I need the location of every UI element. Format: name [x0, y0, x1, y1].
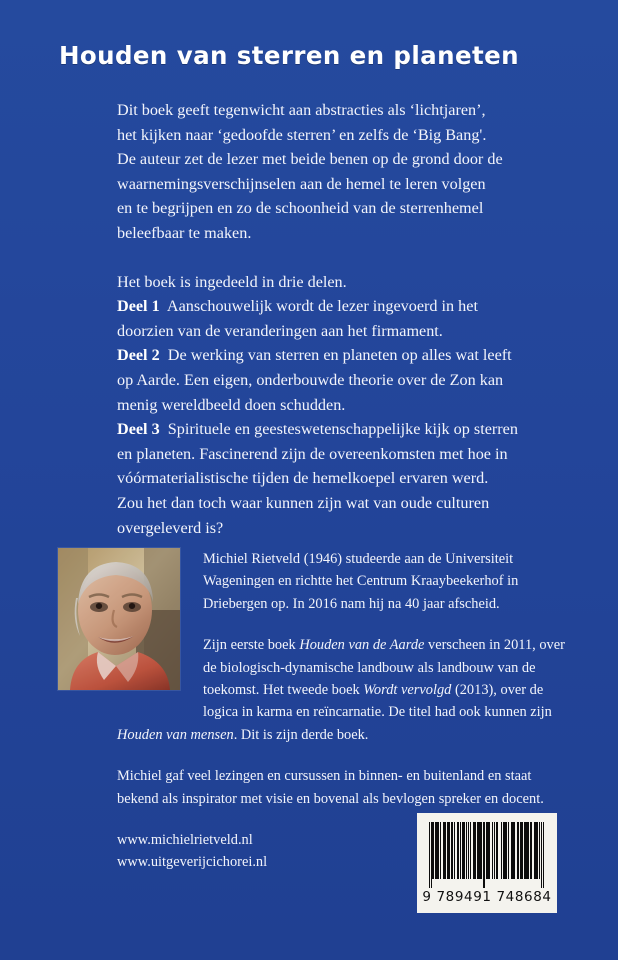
publisher-website-link[interactable]: www.uitgeverijcichorei.nl — [117, 854, 268, 871]
part-1-label: Deel 1 — [117, 297, 160, 316]
part-2-line: menig wereldbeeld doen schudden. — [117, 395, 346, 414]
paragraph-spacer — [117, 246, 569, 270]
part-3-line: Zou het dan toch waar kunnen zijn wat van oude culturen — [117, 493, 490, 512]
part-3-line: en planeten. Fascinerend zijn de overeenkomsten met hoe in — [117, 444, 508, 463]
part-3-line: overgeleverd is? — [117, 518, 224, 537]
part-1-line: doorzien van de veranderingen aan het firmament. — [117, 321, 443, 340]
blurb-text — [117, 98, 569, 540]
author-bio — [117, 548, 569, 810]
blurb-line: waarnemingsverschijnselen aan de hemel te leren volgen — [117, 174, 486, 193]
page-title: Houden van sterren en planeten — [59, 41, 519, 70]
barcode-digits: 9 789491 748684 — [422, 889, 552, 905]
author-website-link[interactable]: www.michielrietveld.nl — [117, 832, 253, 848]
book-title-1: Houden van de Aarde — [299, 637, 425, 654]
book-title-2: Wordt vervolgd — [363, 682, 452, 699]
bio-paragraph-2-tail — [117, 727, 368, 743]
part-2-line: op Aarde. Een eigen, onderbouwde theorie over de Zon kan — [117, 370, 504, 389]
part-2-label: Deel 2 — [117, 346, 160, 365]
barcode-bar — [543, 822, 544, 888]
bio-paragraph-2-indent — [203, 634, 569, 724]
blurb-line: Dit boek geeft tegenwicht aan abstracties als ‘lichtjaren’, — [117, 101, 486, 119]
part-2-line: De werking van sterren en planeten op alles wat leeft — [167, 346, 512, 365]
website-links — [117, 829, 267, 874]
part-3-line: vóórmaterialistische tijden de hemelkoepel ervaren werd. — [117, 469, 489, 488]
bio-text: . Dit is zijn derde boek. — [233, 726, 369, 743]
book-title-3: Houden van mensen — [117, 726, 234, 743]
blurb-line: en te begrijpen en zo de schoonheid van de sterrenhemel — [117, 199, 484, 218]
blurb-paragraph-1 — [117, 98, 569, 246]
bio-text: (2013), over de logica in karma en reïncarnatie. De titel had ook kunnen zijn — [203, 682, 552, 721]
blurb-line: beleefbaar te maken. — [117, 223, 252, 242]
barcode-bars — [429, 822, 545, 888]
bio-paragraph-2 — [117, 634, 569, 746]
part-1-line: Aanschouwelijk wordt de lezer ingevoerd in het — [166, 297, 478, 316]
blurb-line: het kijken naar ‘gedoofde sterren’ en zelfs de ‘Big Bang'. — [117, 125, 487, 144]
part-3-label: Deel 3 — [117, 420, 160, 439]
bio-spacer — [117, 615, 569, 634]
bio-paragraph-3: Michiel gaf veel lezingen en cursussen in binnen- en buitenland en staat bekend als inspirator met visie en bovenal als bevlogen spreker en docent. — [117, 768, 544, 807]
blurb-line: De auteur zet de lezer met beide benen op de grond door de — [117, 150, 503, 169]
bio-text: verscheen in 2011, over de biologisch-dynamische landbouw als landbouw van de toekomst. Het tweede boek — [203, 637, 565, 699]
bio-paragraph-1: Michiel Rietveld (1946) studeerde aan de Universiteit Wageningen en richtte het Centrum Kraaybeekerhof in Driebergen op. In 2016 nam hij na 40 jaar afscheid. — [203, 551, 519, 612]
part-3-line: Spirituele en geesteswetenschappelijke kijk op sterren — [167, 420, 518, 439]
bio-text: Zijn eerste boek — [203, 637, 300, 654]
isbn-barcode — [417, 813, 557, 913]
blurb-paragraph-2 — [117, 270, 569, 541]
bio-spacer — [117, 746, 569, 765]
blurb-intro-line: Het boek is ingedeeld in drie delen. — [117, 272, 347, 291]
